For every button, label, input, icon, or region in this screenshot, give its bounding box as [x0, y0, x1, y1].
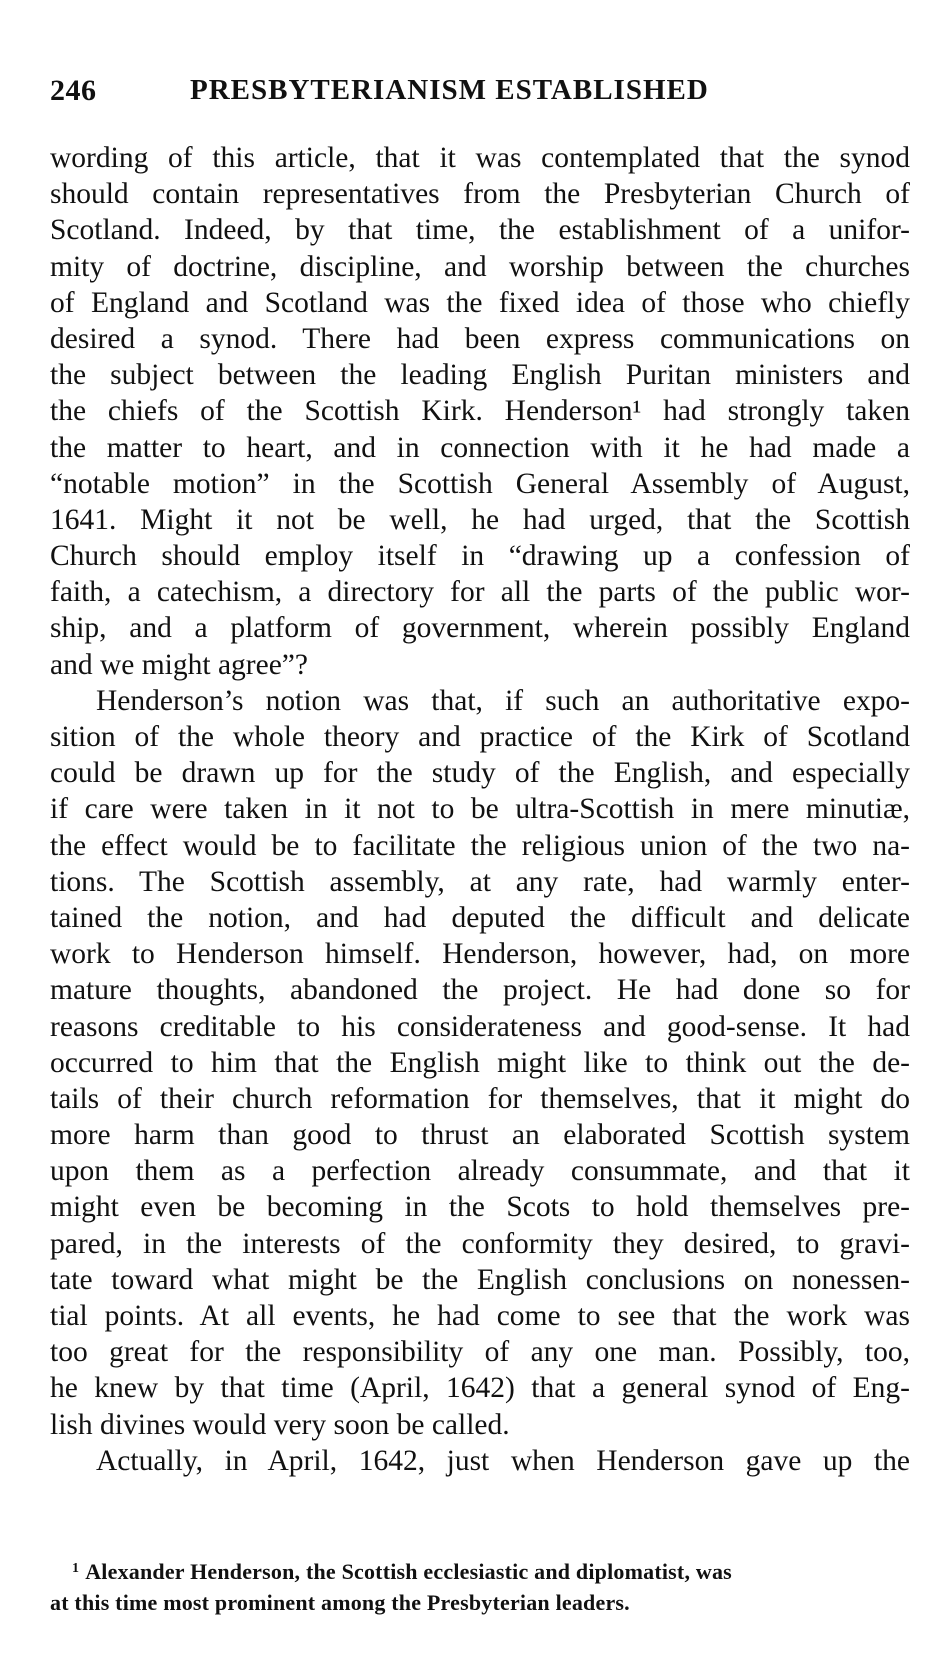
text-line: might even be becoming in the Scots to hold themselves pre- — [50, 1191, 910, 1224]
page-header — [50, 74, 910, 114]
text-line: the subject between the leading English Puritan ministers and — [50, 359, 910, 392]
text-line: mity of doctrine, discipline, and worship between the churches — [50, 250, 910, 283]
text-line: faith, a catechism, a directory for all the parts of the public wor- — [50, 576, 910, 609]
text-line: Henderson’s notion was that, if such an authoritative expo- — [96, 684, 910, 717]
paragraph-3 — [50, 1443, 910, 1479]
text-line: the matter to heart, and in connection with it he had made a — [50, 431, 910, 464]
text-line: could be drawn up for the study of the English, and especially — [50, 757, 910, 790]
text-line: tained the notion, and had deputed the difficult and delicate — [50, 901, 910, 934]
text-line: if care were taken in it not to be ultra-Scottish in mere minutiæ, — [50, 793, 910, 826]
body-text — [50, 140, 910, 1479]
text-line: tial points. At all events, he had come to see that the work was — [50, 1300, 910, 1332]
footnote-text: Alexander Henderson, the Scottish ecclesiastic and diplomatist, was — [85, 1559, 732, 1584]
running-title: PRESBYTERIANISM ESTABLISHED — [190, 74, 709, 106]
paragraph-2 — [50, 683, 910, 1443]
text-line: of England and Scotland was the fixed idea of those who chiefly — [50, 286, 910, 319]
text-line: sition of the whole theory and practice of the Kirk of Scotland — [50, 721, 910, 753]
footnote-line: at this time most prominent among the Presbyterian leaders. — [50, 1590, 630, 1615]
text-line: more harm than good to thrust an elaborated Scottish system — [50, 1119, 910, 1152]
text-line: Scotland. Indeed, by that time, the establishment of a unifor- — [50, 214, 910, 247]
footnote-marker: 1 — [72, 1561, 80, 1576]
text-line: should contain representatives from the Presbyterian Church of — [50, 178, 910, 211]
text-line: the effect would be to facilitate the religious union of the two na- — [50, 829, 910, 862]
text-line: upon them as a perfection already consummate, and that it — [50, 1155, 910, 1188]
text-line: “notable motion” in the Scottish General Assembly of August, — [50, 467, 910, 500]
text-line: tails of their church reformation for themselves, that it might do — [50, 1082, 910, 1115]
text-line: reasons creditable to his considerateness and good-sense. It had — [50, 1010, 910, 1043]
text-line: tions. The Scottish assembly, at any rate, had warmly enter- — [50, 865, 910, 898]
text-line: work to Henderson himself. Henderson, however, had, on more — [50, 938, 910, 971]
text-line: too great for the responsibility of any one man. Possibly, too, — [50, 1336, 910, 1369]
text-line: Actually, in April, 1642, just when Henderson gave up the — [96, 1444, 910, 1477]
text-line: lish divines would very soon be called. — [50, 1408, 510, 1441]
paragraph-1 — [50, 140, 910, 683]
text-line: pared, in the interests of the conformity they desired, to gravi- — [50, 1227, 910, 1260]
text-line: desired a synod. There had been express communications on — [50, 322, 910, 355]
text-line: Church should employ itself in “drawing up a confession of — [50, 540, 910, 573]
footnote — [50, 1556, 910, 1618]
text-line: tate toward what might be the English conclusions on nonessen- — [50, 1263, 910, 1296]
text-line: he knew by that time (April, 1642) that a general synod of Eng- — [50, 1372, 910, 1405]
text-line: 1641. Might it not be well, he had urged, that the Scottish — [50, 503, 910, 536]
text-line: and we might agree”? — [50, 648, 308, 681]
text-line: ship, and a platform of government, wherein possibly England — [50, 612, 910, 645]
footnote-line — [50, 1556, 910, 1587]
text-line: occurred to him that the English might like to think out the de- — [50, 1046, 910, 1079]
text-line: wording of this article, that it was contemplated that the synod — [50, 142, 910, 174]
text-line: mature thoughts, abandoned the project. He had done so for — [50, 974, 910, 1007]
page-number: 246 — [50, 74, 97, 107]
text-line: the chiefs of the Scottish Kirk. Henderson¹ had strongly taken — [50, 395, 910, 428]
